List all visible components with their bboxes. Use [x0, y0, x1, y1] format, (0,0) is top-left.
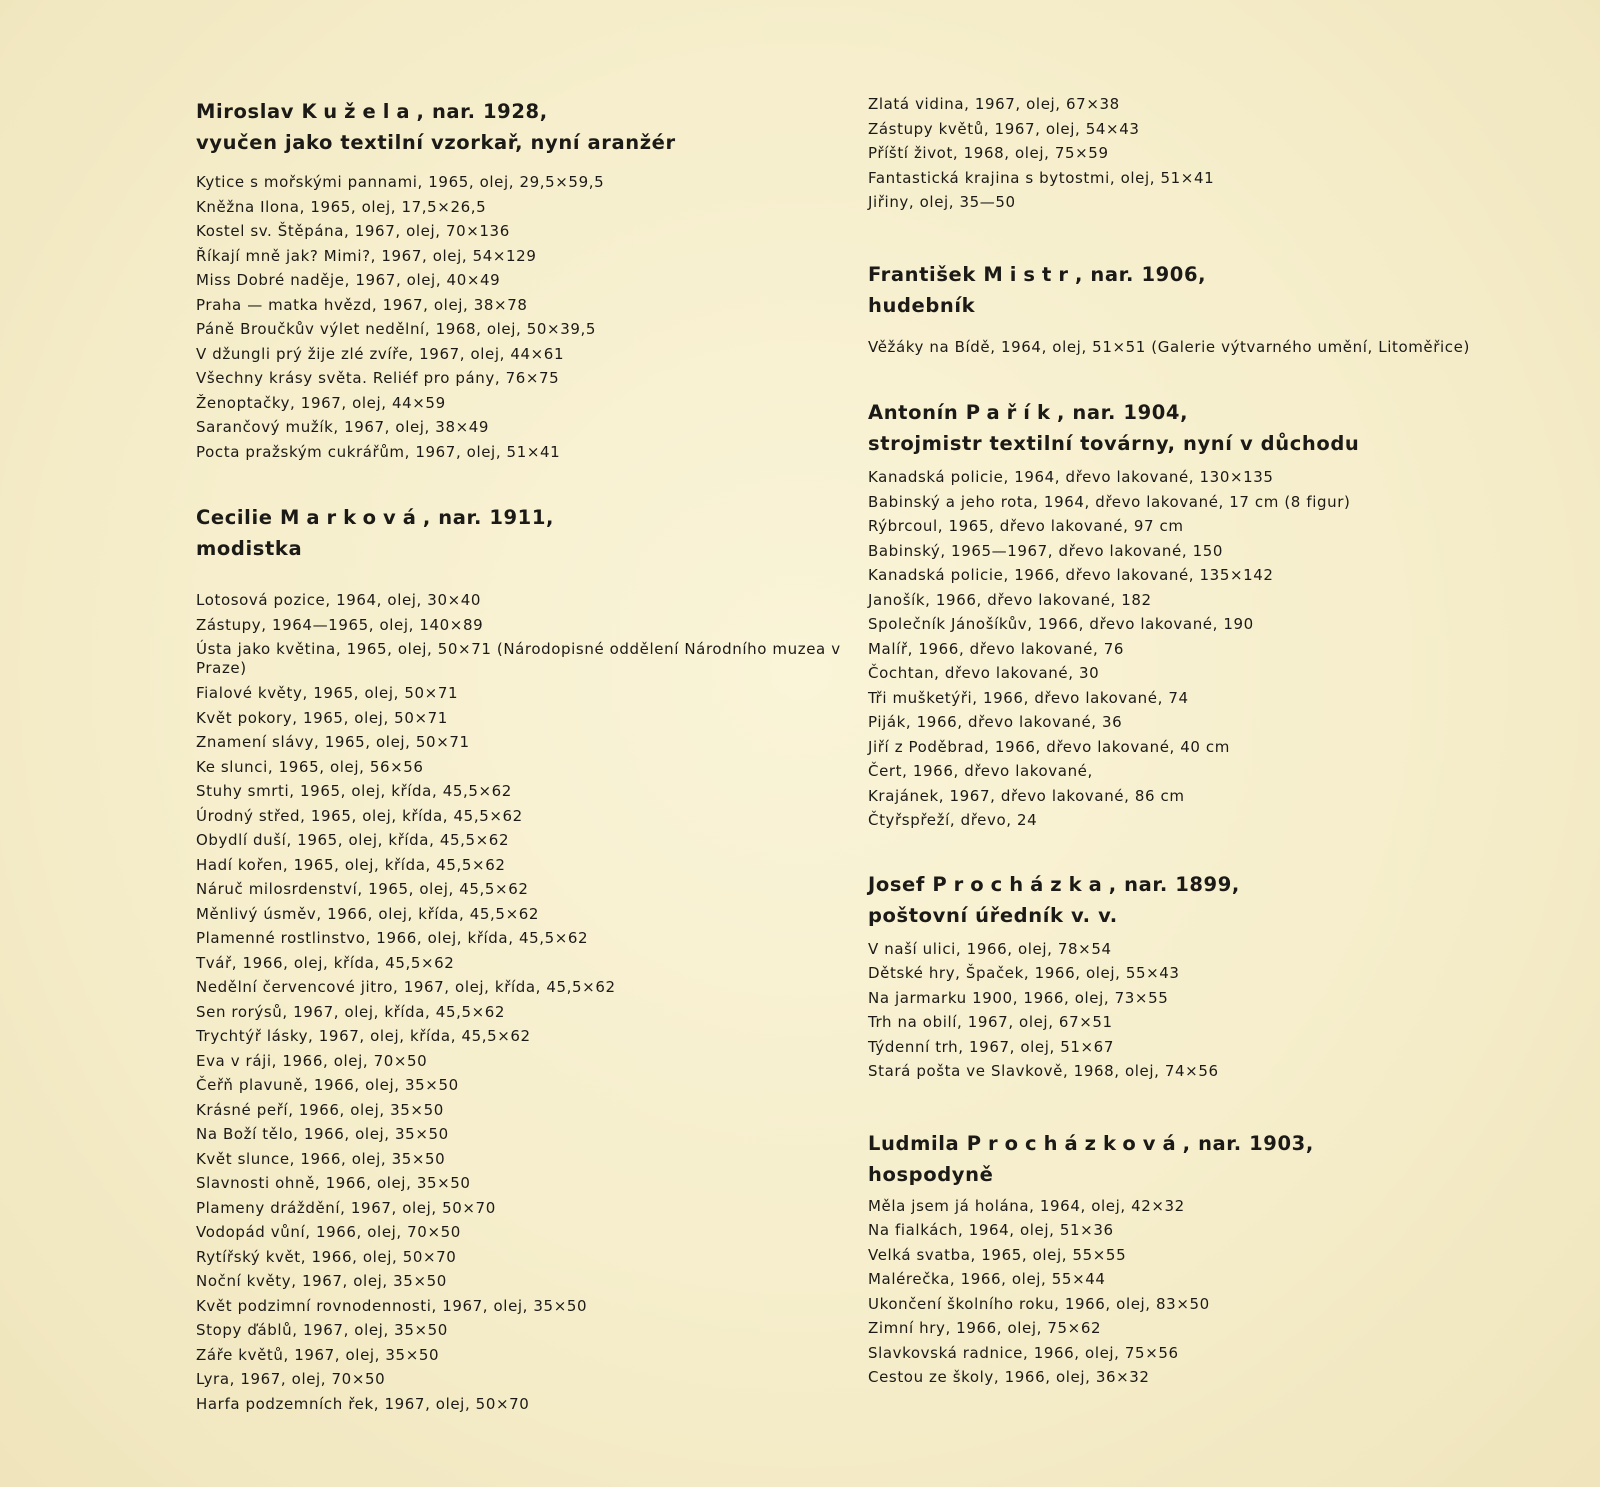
- work-item: Janošík, 1966, dřevo lakované, 182: [868, 590, 1152, 609]
- artist-heading: [868, 259, 1568, 321]
- work-item: Lotosová pozice, 1964, olej, 30×40: [196, 591, 482, 609]
- left-column: [196, 96, 846, 1416]
- work-item: Stuhy smrti, 1965, olej, křída, 45,5×62: [196, 782, 512, 800]
- artist-birth-year: , nar. 1928,: [416, 100, 548, 123]
- artist-occupation: hudebník: [868, 293, 976, 317]
- work-item: Tři mušketýři, 1966, dřevo lakované, 74: [868, 688, 1189, 707]
- artist-first-name: František: [868, 262, 976, 286]
- work-item: Na jarmarku 1900, 1966, olej, 73×55: [868, 988, 1169, 1007]
- work-item: Tvář, 1966, olej, křída, 45,5×62: [196, 953, 455, 972]
- work-item: Nedělní červencové jitro, 1967, olej, křída, 45,5×62: [196, 978, 616, 996]
- work-item: Hadí kořen, 1965, olej, křída, 45,5×62: [196, 855, 506, 874]
- work-item: Rytířský květ, 1966, olej, 50×70: [196, 1247, 457, 1266]
- work-item: Sarančový mužík, 1967, olej, 38×49: [196, 418, 490, 436]
- work-item: Zástupy květů, 1967, olej, 54×43: [868, 119, 1140, 138]
- artist-name: [196, 506, 554, 529]
- artist-last-name: Procházka: [932, 872, 1109, 896]
- work-item: Zlatá vidina, 1967, olej, 67×38: [868, 95, 1120, 113]
- work-item: Čeřň plavuně, 1966, olej, 35×50: [196, 1076, 459, 1094]
- work-item: Slavkovská radnice, 1966, olej, 75×56: [868, 1343, 1179, 1362]
- work-item: Krajánek, 1967, dřevo lakované, 86 cm: [868, 786, 1185, 805]
- work-item: Stará pošta ve Slavkově, 1968, olej, 74×56: [868, 1062, 1219, 1080]
- work-item: Kanadská policie, 1966, dřevo lakované, 135×142: [868, 566, 1274, 584]
- work-item: Miss Dobré naděje, 1967, olej, 40×49: [196, 271, 501, 289]
- work-item: Ukončení školního roku, 1966, olej, 83×50: [868, 1294, 1210, 1313]
- work-item: Zástupy, 1964—1965, olej, 140×89: [196, 615, 484, 634]
- work-item: Sen rorýsů, 1967, olej, křída, 45,5×62: [196, 1002, 506, 1021]
- work-item: Kanadská policie, 1964, dřevo lakované, 130×135: [868, 468, 1274, 486]
- artist-name: [868, 263, 1206, 286]
- artist-entry-parik: [868, 397, 1568, 833]
- work-item: Záře květů, 1967, olej, 35×50: [196, 1345, 440, 1364]
- work-item: Krásné peří, 1966, olej, 35×50: [196, 1100, 444, 1119]
- artist-entry-markova: [196, 502, 846, 1416]
- work-item: Velká svatba, 1965, olej, 55×55: [868, 1245, 1127, 1264]
- work-item: Květ slunce, 1966, olej, 35×50: [196, 1149, 446, 1168]
- work-item: Ke slunci, 1965, olej, 56×56: [196, 757, 424, 776]
- artist-heading: [868, 397, 1568, 459]
- work-item: Na fialkách, 1964, olej, 51×36: [868, 1221, 1114, 1239]
- artist-entry-kuzela: [196, 96, 846, 464]
- artist-occupation: strojmistr textilní továrny, nyní v důchodu: [868, 432, 1360, 455]
- work-item: Ženoptačky, 1967, olej, 44×59: [196, 393, 446, 412]
- artist-birth-year: , nar. 1899,: [1108, 872, 1240, 896]
- artist-heading: [868, 1128, 1568, 1190]
- work-item: Stopy ďáblů, 1967, olej, 35×50: [196, 1321, 448, 1339]
- work-item: Čochtan, dřevo lakované, 30: [868, 664, 1100, 682]
- work-item: Lyra, 1967, olej, 70×50: [196, 1370, 386, 1388]
- work-item: Znamení slávy, 1965, olej, 50×71: [196, 733, 470, 751]
- artist-occupation: modistka: [196, 537, 303, 560]
- work-item: Malérečka, 1966, olej, 55×44: [868, 1270, 1106, 1288]
- artist-birth-year: , nar. 1906,: [1074, 262, 1207, 286]
- work-item: Rýbrcoul, 1965, dřevo lakované, 97 cm: [868, 517, 1184, 535]
- work-item: Babinský a jeho rota, 1964, dřevo lakované, 17 cm (8 figur): [868, 492, 1351, 511]
- artist-name: [868, 1132, 1314, 1155]
- works-list: [868, 335, 1568, 360]
- right-column: [868, 96, 1568, 1390]
- works-list: [868, 937, 1568, 1084]
- work-item: Páně Broučkův výlet nedělní, 1968, olej, 50×39,5: [196, 320, 597, 338]
- artist-heading: [868, 869, 1568, 931]
- artist-first-name: Antonín: [868, 401, 959, 424]
- work-item: Květ pokory, 1965, olej, 50×71: [196, 708, 448, 727]
- artist-last-name: Marková: [279, 506, 423, 529]
- work-item: Trychtýř lásky, 1967, olej, křída, 45,5×62: [196, 1027, 531, 1045]
- artist-name: [868, 873, 1240, 896]
- artist-first-name: Miroslav: [196, 100, 295, 123]
- work-item: Slavnosti ohně, 1966, olej, 35×50: [196, 1174, 471, 1192]
- work-item: Jiřiny, olej, 35—50: [868, 193, 1016, 211]
- artist-name: [196, 100, 548, 123]
- work-item: Trh na obilí, 1967, olej, 67×51: [868, 1013, 1113, 1031]
- work-item: Eva v ráji, 1966, olej, 70×50: [196, 1051, 428, 1070]
- work-item: Ústa jako květina, 1965, olej, 50×71 (Národopisné oddělení Národního muzea v Praze): [196, 640, 841, 677]
- work-item: Noční květy, 1967, olej, 35×50: [196, 1272, 447, 1290]
- work-item: Čert, 1966, dřevo lakované,: [868, 762, 1093, 780]
- artist-occupation: vyučen jako textilní vzorkař, nyní aranžér: [196, 131, 676, 154]
- artist-birth-year: , nar. 1904,: [1056, 401, 1189, 424]
- artist-occupation: hospodyně: [868, 1162, 994, 1186]
- artist-heading: [196, 502, 846, 564]
- work-item: Obydlí duší, 1965, olej, křída, 45,5×62: [196, 831, 510, 849]
- work-item: Piják, 1966, dřevo lakované, 36: [868, 713, 1123, 731]
- artist-heading: [196, 96, 846, 158]
- work-item: Všechny krásy světa. Reliéf pro pány, 76×75: [196, 369, 560, 387]
- work-item: V naší ulici, 1966, olej, 78×54: [868, 939, 1112, 958]
- work-item: Náruč milosrdenství, 1965, olej, 45,5×62: [196, 880, 529, 898]
- artist-last-name: Mistr: [983, 262, 1075, 286]
- work-item: Dětské hry, Špaček, 1966, olej, 55×43: [868, 964, 1180, 982]
- artist-first-name: Cecilie: [196, 506, 273, 529]
- work-item: Babinský, 1965—1967, dřevo lakované, 150: [868, 541, 1224, 560]
- work-item: Měnlivý úsměv, 1966, olej, křída, 45,5×62: [196, 904, 540, 923]
- work-item: Květ podzimní rovnodennosti, 1967, olej, 35×50: [196, 1296, 588, 1315]
- work-item: Zimní hry, 1966, olej, 75×62: [868, 1319, 1102, 1337]
- work-item: Harfa podzemních řek, 1967, olej, 50×70: [196, 1394, 530, 1413]
- work-item: Kostel sv. Štěpána, 1967, olej, 70×136: [196, 222, 510, 240]
- artist-first-name: Ludmila: [868, 1131, 960, 1155]
- work-item: Vodopád vůní, 1966, olej, 70×50: [196, 1223, 461, 1241]
- work-item: Společník Jánošíkův, 1966, dřevo lakované, 190: [868, 615, 1254, 633]
- work-item: Čtyřspřeží, dřevo, 24: [868, 811, 1038, 829]
- work-item: Cestou ze školy, 1966, olej, 36×32: [868, 1368, 1150, 1386]
- artist-occupation: poštovní úředník v. v.: [868, 903, 1118, 927]
- work-item: Týdenní trh, 1967, olej, 51×67: [868, 1037, 1114, 1056]
- work-item: Kytice s mořskými pannami, 1965, olej, 29,5×59,5: [196, 173, 605, 191]
- work-item: Plamenné rostlinstvo, 1966, olej, křída, 45,5×62: [196, 929, 589, 947]
- artist-last-name: Pařík: [965, 401, 1057, 424]
- artist-entry-mistr: [868, 259, 1568, 360]
- artist-last-name: Kužela: [301, 100, 417, 123]
- artist-birth-year: , nar. 1911,: [422, 506, 555, 529]
- works-list: [868, 1194, 1568, 1390]
- artist-birth-year: , nar. 1903,: [1182, 1131, 1314, 1155]
- work-item: Plameny dráždění, 1967, olej, 50×70: [196, 1198, 496, 1217]
- work-item: Kněžna Ilona, 1965, olej, 17,5×26,5: [196, 197, 487, 216]
- artist-name: [868, 401, 1188, 424]
- work-item: Jiří z Poděbrad, 1966, dřevo lakované, 40 cm: [868, 737, 1230, 756]
- work-item: Fantastická krajina s bytostmi, olej, 51×41: [868, 168, 1215, 187]
- work-item: Praha — matka hvězd, 1967, olej, 38×78: [196, 295, 528, 314]
- work-item: V džungli prý žije zlé zvíře, 1967, olej, 44×61: [196, 344, 565, 363]
- work-item: Měla jsem já holána, 1964, olej, 42×32: [868, 1196, 1185, 1215]
- work-item: Fialové květy, 1965, olej, 50×71: [196, 684, 459, 702]
- work-item: Úrodný střed, 1965, olej, křída, 45,5×62: [196, 806, 523, 825]
- work-item: Malíř, 1966, dřevo lakované, 76: [868, 639, 1125, 658]
- work-item: Říkají mně jak? Mimi?, 1967, olej, 54×129: [196, 246, 537, 265]
- artist-first-name: Josef: [868, 872, 925, 896]
- artist-entry-prochazkova: [868, 1128, 1568, 1390]
- continued-works-list: [868, 92, 1568, 215]
- works-list: [196, 588, 846, 1416]
- works-list: [196, 170, 846, 464]
- work-item: Na Boží tělo, 1966, olej, 35×50: [196, 1125, 449, 1143]
- work-item: Věžáky na Bídě, 1964, olej, 51×51 (Galerie výtvarného umění, Litoměřice): [868, 337, 1470, 356]
- works-list: [868, 465, 1568, 833]
- work-item: Příští život, 1968, olej, 75×59: [868, 144, 1109, 162]
- work-item: Pocta pražským cukrářům, 1967, olej, 51×41: [196, 442, 561, 461]
- artist-entry-prochazka: [868, 869, 1568, 1084]
- artist-last-name: Procházková: [966, 1131, 1183, 1155]
